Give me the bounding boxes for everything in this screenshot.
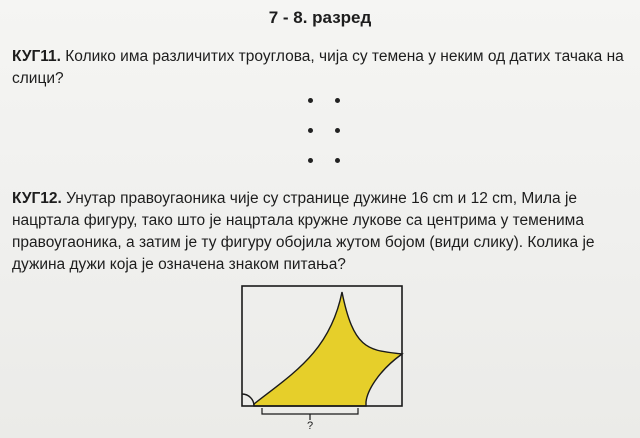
dot [335,158,340,163]
problem-kug11 [12,46,624,90]
yellow-shape [254,292,402,406]
problem-kug12 [12,188,624,276]
corner-arc [242,394,254,406]
dot [308,158,313,163]
dot [335,128,340,133]
dot [335,98,340,103]
problem-text: Унутар правоугаоника чије су странице дужине 16 cm и 12 cm, Мила је нацртала фигуру, тако што је нацртала кружне лукове са центрима у теменима правоугаоника, а затим је ту фигуру обојила жутом бојом (види слику). Колика је дужина дужи која је означена знаком питања? [12,190,595,273]
problem-code: КУГ12. [12,190,62,207]
segment-bracket [262,408,358,414]
dot-grid [300,90,348,168]
dot [308,128,313,133]
problem-code: КУГ11. [12,48,61,65]
dot [308,98,313,103]
grade-heading: 7 - 8. разред [268,8,372,27]
question-mark: ? [306,420,314,432]
rectangle-figure [232,282,422,432]
problem-text: Колико има различитих троуглова, чија су темена у неким од датих тачака на слици? [12,48,624,87]
